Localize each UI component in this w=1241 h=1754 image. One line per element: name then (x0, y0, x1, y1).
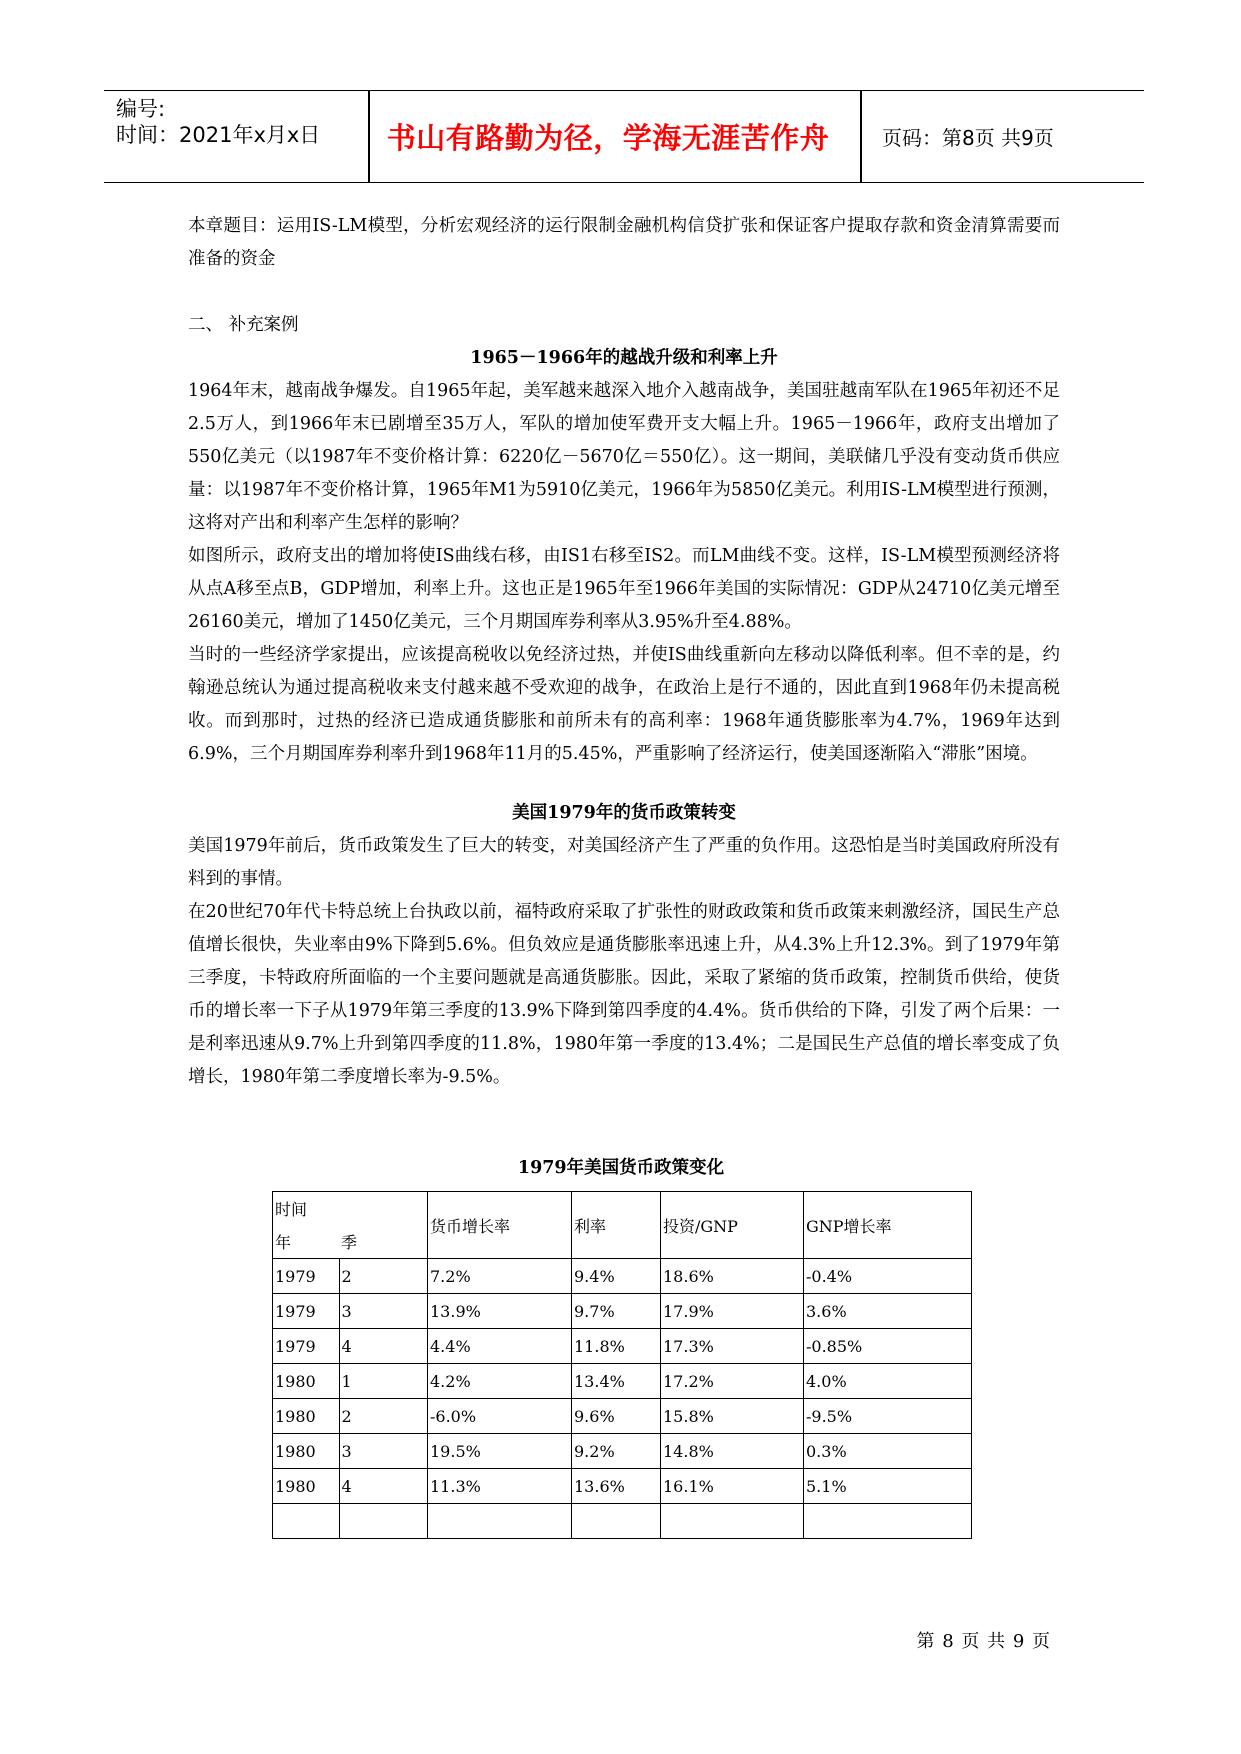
chapter-topic: 本章题目：运用IS-LM模型，分析宏观经济的运行限制金融机构信贷扩张和保证客户提取存款和资金清算需要而准备的资金 (188, 216, 1060, 269)
table-header-row (273, 1192, 972, 1225)
table-cell: 4.4% (428, 1329, 572, 1364)
table-cell: 11.8% (572, 1329, 661, 1364)
table-cell: 1979 (273, 1329, 340, 1364)
table-cell: 16.1% (661, 1469, 804, 1504)
case1-paragraph: 当时的一些经济学家提出，应该提高税收以免经济过热，并使IS曲线重新向左移动以降低利率。但不幸的是，约翰逊总统认为通过提高税收来支付越来越不受欢迎的战争，在政治上是行不通的，因此直到1968年仍未提高税收。而到那时，过热的经济已造成通货膨胀和前所未有的高利率：1968年通货膨胀率为4.7%，1969年达到6.9%，三个月期国库券利率升到1968年11月的5.45%，严重影响了经济运行，使美国逐渐陷入“滞胀”困境。 (188, 645, 1060, 764)
table-cell: 13.6% (572, 1469, 661, 1504)
table-cell: 9.7% (572, 1294, 661, 1329)
table-cell: 7.2% (428, 1259, 572, 1294)
table-cell: 13.9% (428, 1294, 572, 1329)
table-row (273, 1399, 972, 1434)
table-cell: 4 (339, 1329, 428, 1364)
table-cell: 4.0% (804, 1364, 972, 1399)
table-cell: 3.6% (804, 1294, 972, 1329)
case2-paragraph: 在20世纪70年代卡特总统上台执政以前，福特政府采取了扩张性的财政政策和货币政策来刺激经济，国民生产总值增长很快，失业率由9%下降到5.6%。但负效应是通货膨胀率迅速上升，从4.3%上升12.3%。到了1979年第三季度，卡特政府所面临的一个主要问题就是高通货膨胀。因此，采取了紧缩的货币政策，控制货币供给，使货币的增长率一下子从1979年第三季度的13.9%下降到第四季度的4.4%。货币供给的下降，引发了两个后果：一是利率迅速从9.7%上升到第四季度的11.8%，1980年第一季度的13.4%；二是国民生产总值的增长率变成了负增长，1980年第二季度增长率为-9.5%。 (188, 902, 1060, 1087)
table-cell: 1980 (273, 1399, 340, 1434)
table-cell (428, 1504, 572, 1539)
table-title: 1979年美国货币政策变化 (517, 1158, 725, 1178)
table-cell: 1980 (273, 1469, 340, 1504)
col-header: GNP增长率 (804, 1192, 972, 1259)
case2-title: 美国1979年的货币政策转变 (512, 803, 736, 823)
table-row (273, 1294, 972, 1329)
number-label: 编号: (116, 97, 166, 121)
table-cell: 9.4% (572, 1259, 661, 1294)
table-cell: 14.8% (661, 1434, 804, 1469)
year-header: 年 (273, 1224, 340, 1259)
table-cell: -9.5% (804, 1399, 972, 1434)
table-cell: 1979 (273, 1259, 340, 1294)
table-cell: -0.85% (804, 1329, 972, 1364)
table-cell: 19.5% (428, 1434, 572, 1469)
table-cell: 9.6% (572, 1399, 661, 1434)
col-header: 货币增长率 (428, 1192, 572, 1259)
case1-paragraph: 如图所示，政府支出的增加将使IS曲线右移，由IS1右移至IS2。而LM曲线不变。这样，IS-LM模型预测经济将从点A移至点B，GDP增加，利率上升。这也正是1965年至1966年美国的实际情况：GDP从24710亿美元增至26160美元，增加了1450亿美元，三个月期国库券利率从3.95%升至4.88%。 (188, 546, 1060, 632)
table-row (273, 1434, 972, 1469)
table-cell (339, 1504, 428, 1539)
table-cell (661, 1504, 804, 1539)
table-cell: 1979 (273, 1294, 340, 1329)
table-cell: 4.2% (428, 1364, 572, 1399)
table-cell: 15.8% (661, 1399, 804, 1434)
table-cell: -6.0% (428, 1399, 572, 1434)
table-row (273, 1329, 972, 1364)
table-cell: 1980 (273, 1364, 340, 1399)
policy-table (272, 1191, 972, 1539)
header-page-label: 页码：第8页 共9页 (882, 126, 1054, 150)
table-row (273, 1469, 972, 1504)
header-motto: 书山有路勤为径，学海无涯苦作舟 (386, 121, 830, 155)
table-cell: 9.2% (572, 1434, 661, 1469)
table-cell: 18.6% (661, 1259, 804, 1294)
case1-paragraph: 1964年末，越南战争爆发。自1965年起，美军越来越深入地介入越南战争，美国驻越南军队在1965年初还不足2.5万人，到1966年末已剧增至35万人，军队的增加使军费开支大幅上升。1965－1966年，政府支出增加了550亿美元（以1987年不变价格计算：6220亿－5670亿＝550亿）。这一期间，美联储几乎没有变动货币供应量：以1987年不变价格计算，1965年M1为5910亿美元，1966年为5850亿美元。利用IS-LM模型进行预测，这将对产出和利率产生怎样的影响？ (188, 381, 1060, 533)
table-row (273, 1364, 972, 1399)
table-cell: 17.3% (661, 1329, 804, 1364)
table-cell: 1980 (273, 1434, 340, 1469)
col-header: 投资/GNP (661, 1192, 804, 1259)
table-cell: 17.9% (661, 1294, 804, 1329)
table-cell: 0.3% (804, 1434, 972, 1469)
table-row (273, 1259, 972, 1294)
document-body (188, 210, 1060, 1094)
page-footer: 第 8 页 共 9 页 (916, 1631, 1051, 1652)
header-meta (116, 91, 356, 182)
table-cell: 2 (339, 1259, 428, 1294)
case2-paragraph: 美国1979年前后，货币政策发生了巨大的转变，对美国经济产生了严重的负作用。这恐怕是当时美国政府所没有料到的事情。 (188, 836, 1060, 889)
table-cell: 13.4% (572, 1364, 661, 1399)
table-cell: 11.3% (428, 1469, 572, 1504)
table-cell (273, 1504, 340, 1539)
col-header: 利率 (572, 1192, 661, 1259)
table-row-empty (273, 1504, 972, 1539)
table-cell: 2 (339, 1399, 428, 1434)
case1-title: 1965－1966年的越战升级和利率上升 (470, 348, 778, 368)
table-cell: 3 (339, 1434, 428, 1469)
table-cell (572, 1504, 661, 1539)
table-cell (804, 1504, 972, 1539)
time-label: 时间：2021年x月x日 (116, 123, 321, 147)
table-cell: 3 (339, 1294, 428, 1329)
table-cell: 1 (339, 1364, 428, 1399)
table-cell: -0.4% (804, 1259, 972, 1294)
quarter-header: 季 (339, 1224, 428, 1259)
table-cell: 17.2% (661, 1364, 804, 1399)
table-cell: 5.1% (804, 1469, 972, 1504)
table-cell: 4 (339, 1469, 428, 1504)
time-header: 时间 (273, 1192, 428, 1225)
section-heading: 二、 补充案例 (188, 315, 299, 335)
page-header (104, 90, 1144, 183)
